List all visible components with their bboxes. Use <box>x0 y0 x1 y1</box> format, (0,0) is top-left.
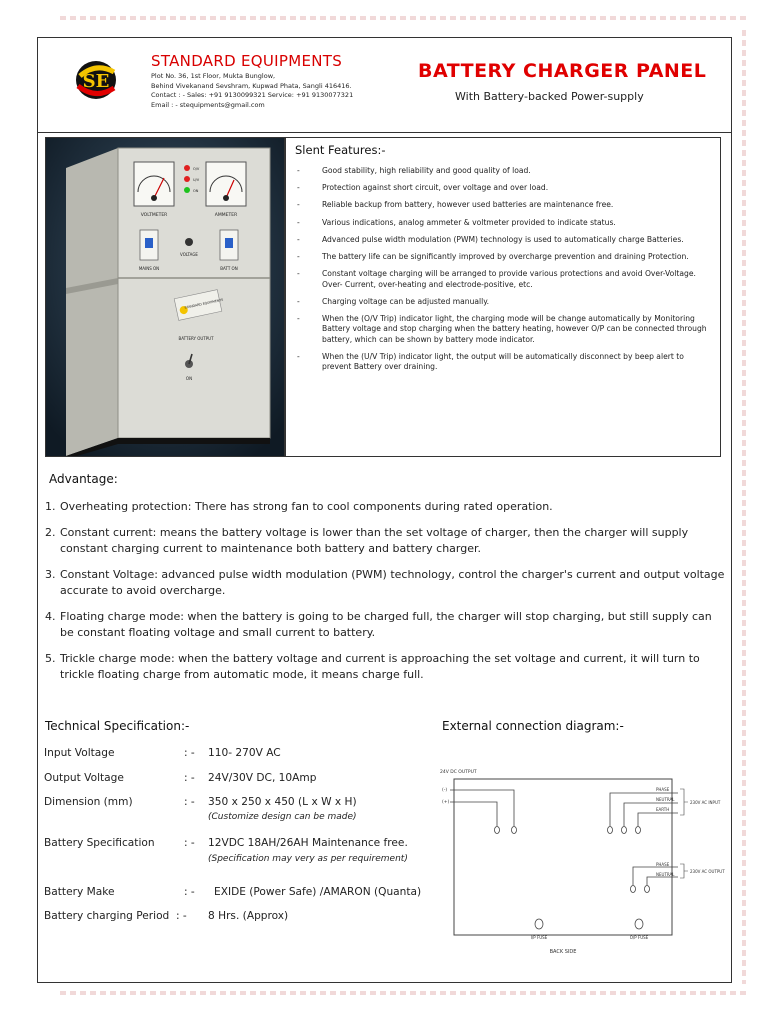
lamp-on-label: ON <box>193 189 199 193</box>
op-fuse-icon <box>635 919 643 929</box>
voltmeter-label: VOLTMETER <box>140 213 168 218</box>
spec-label: Dimension (mm) <box>44 796 133 808</box>
mains-on-label: MAINS ON <box>138 266 160 271</box>
spec-value: 350 x 250 x 450 (L x W x H) <box>208 796 357 808</box>
company-logo-icon <box>70 58 122 102</box>
product-subtitle: With Battery-backed Power-supply <box>455 90 644 103</box>
feature-item: - Various indications, analog ammeter & voltmeter provided to indicate status. <box>297 217 616 227</box>
feature-item: - Good stability, high reliability and good quality of load. <box>297 166 531 175</box>
feature-item: - When the (O/V Trip) indicator light, the charging mode will be change automatically by Monitoring Battery voltage and stop charging when the battery heating, however O/P can be connected through battery, which can be shown by battery mode indicator. <box>297 314 707 344</box>
feature-item: - Charging voltage can be adjusted manually. <box>297 296 490 306</box>
product-title: BATTERY CHARGER PANEL <box>418 60 707 82</box>
feature-item: - Reliable backup from battery, however used batteries are maintenance free. <box>297 200 614 210</box>
email-line: Email : - stequipments@gmail.com <box>151 100 265 109</box>
spec-separator: : - <box>184 772 195 784</box>
feature-item: - Advanced pulse width modulation (PWM) technology is used to automatically charge Batteries. <box>297 234 684 244</box>
decorative-border-bottom <box>60 991 746 995</box>
spec-value: EXIDE (Power Safe) /AMARON (Quanta) <box>214 886 422 898</box>
feature-item: - The battery life can be significantly improved by overcharge prevention and draining Protection. <box>297 252 689 262</box>
company-contact-block <box>151 72 353 110</box>
dc-output-label: 24V DC OUTPUT <box>440 770 477 775</box>
minus-terminal-label: (-) <box>442 788 448 793</box>
plus-terminal-label: (+) <box>442 800 450 805</box>
spec-label: Battery Make <box>44 886 115 898</box>
ammeter-label: AMMETER <box>214 213 238 218</box>
ac-output-terminal <box>645 886 650 893</box>
lamp-ov-label: O/V <box>193 167 200 171</box>
features-panel <box>285 137 721 457</box>
spec-separator: : - <box>184 886 195 898</box>
back-panel-outline <box>454 779 672 935</box>
connection-diagram <box>428 763 728 973</box>
advantage-item: 3. Constant Voltage: advanced pulse width modulation (PWM) technology, control the charger's current and output voltage accurate to avoid overcharge. <box>45 567 725 597</box>
spec-note-customize: (Customize design can be made) <box>208 812 357 822</box>
spec-label: Input Voltage <box>44 747 115 759</box>
back-side-label: BACK SIDE <box>549 949 577 955</box>
advantage-list <box>45 499 725 693</box>
spec-value: 24V/30V DC, 10Amp <box>208 772 317 784</box>
ac-output-terminal <box>631 886 636 893</box>
header-divider <box>38 132 731 133</box>
spec-heading: Technical Specification:- <box>45 719 190 733</box>
spec-label: Battery Specification <box>44 837 155 849</box>
ac-output-label: 230V AC OUTPUT <box>690 869 725 874</box>
op-fuse-label: O/P FUSE <box>629 935 649 940</box>
advantage-item: 1. Overheating protection: There has strong fan to cool components during rated operation. <box>45 500 553 513</box>
voltage-knob-label: VOLTAGE <box>180 252 198 257</box>
product-photo <box>45 137 285 457</box>
ac-input-label: 230V AC INPUT <box>690 800 721 805</box>
address-line-2: Behind Vivekanand Sevshram, Kupwad Phata, Sangli 416416. <box>151 81 352 90</box>
features-list <box>295 166 709 380</box>
batt-on-label: BATT ON <box>220 266 238 271</box>
page-frame <box>37 37 732 983</box>
advantage-heading: Advantage: <box>49 472 118 486</box>
feature-item: - Protection against short circuit, over voltage and over load. <box>297 183 549 193</box>
phase-label: PHASE <box>656 787 670 792</box>
spec-separator: : - <box>184 837 195 849</box>
contact-line: Contact : - Sales: +91 9130099321 Service: +91 9130077321 <box>151 91 354 99</box>
neutral-label: NEUTRAL <box>656 797 675 802</box>
diagram-heading: External connection diagram:- <box>442 719 624 733</box>
dc-terminal-minus <box>512 827 517 834</box>
neutral-output-label: NEUTRAL <box>656 872 675 877</box>
toggle-on-label: ON <box>185 376 193 381</box>
spec-value: 8 Hrs. (Approx) <box>208 910 289 922</box>
battery-output-label: BATTERY OUTPUT <box>178 336 214 341</box>
advantage-item: 4. Floating charge mode: when the battery is going to be charged full, the charger will stop charging, but still supply can be constant floating voltage and small current to battery. <box>45 609 712 639</box>
features-heading: Slent Features:- <box>295 143 386 157</box>
spec-note-requirement: (Specification may very as per requirement) <box>208 854 408 864</box>
spec-separator: : - <box>176 910 187 922</box>
spec-label: Output Voltage <box>44 772 124 784</box>
earth-label: EARTH <box>656 807 670 812</box>
spec-value: 12VDC 18AH/26AH Maintenance free. <box>208 837 408 849</box>
ac-input-terminal <box>622 827 627 834</box>
company-name: STANDARD EQUIPMENTS <box>151 52 343 70</box>
logo-letters: SE <box>82 71 110 92</box>
spec-label: Battery charging Period <box>44 910 170 922</box>
dc-terminal-plus <box>495 827 500 834</box>
ip-fuse-icon <box>535 919 543 929</box>
spec-value: 110- 270V AC <box>208 747 281 759</box>
spec-separator: : - <box>184 796 195 808</box>
phase-output-label: PHASE <box>656 862 670 867</box>
address-line-1: Plot No. 36, 1st Floor, Mukta Bunglow, <box>151 72 276 80</box>
ac-input-terminal <box>636 827 641 834</box>
advantage-item: 2. Constant current: means the battery voltage is lower than the set voltage of charger, then the charger will supply constant charging current to maintenance both battery and battery charger. <box>45 525 689 555</box>
ac-input-terminal <box>608 827 613 834</box>
decorative-border-right <box>742 30 746 984</box>
advantage-item: 5. Trickle charge mode: when the battery voltage and current is approaching the set voltage and current, it will turn to trickle floating charge from automatic mode, it means charge full. <box>45 651 700 681</box>
battery-charger-cabinet-image <box>46 138 285 457</box>
decorative-border-top <box>60 16 746 20</box>
lamp-uv-label: U/V <box>193 178 200 182</box>
feature-item: - Constant voltage charging will be arranged to provide various protections and avoid Over-Voltage. Over- Current, over-heating and electrode-positive, etc. <box>297 269 696 289</box>
plate-text: STANDARD EQUIPMENTS <box>184 297 224 310</box>
ip-fuse-label: I/P FUSE <box>530 935 548 940</box>
spec-separator: : - <box>184 747 195 759</box>
feature-item: - When the (U/V Trip) indicator light, the output will be automatically disconnect by beep alert to prevent Battery over draining. <box>297 352 684 372</box>
